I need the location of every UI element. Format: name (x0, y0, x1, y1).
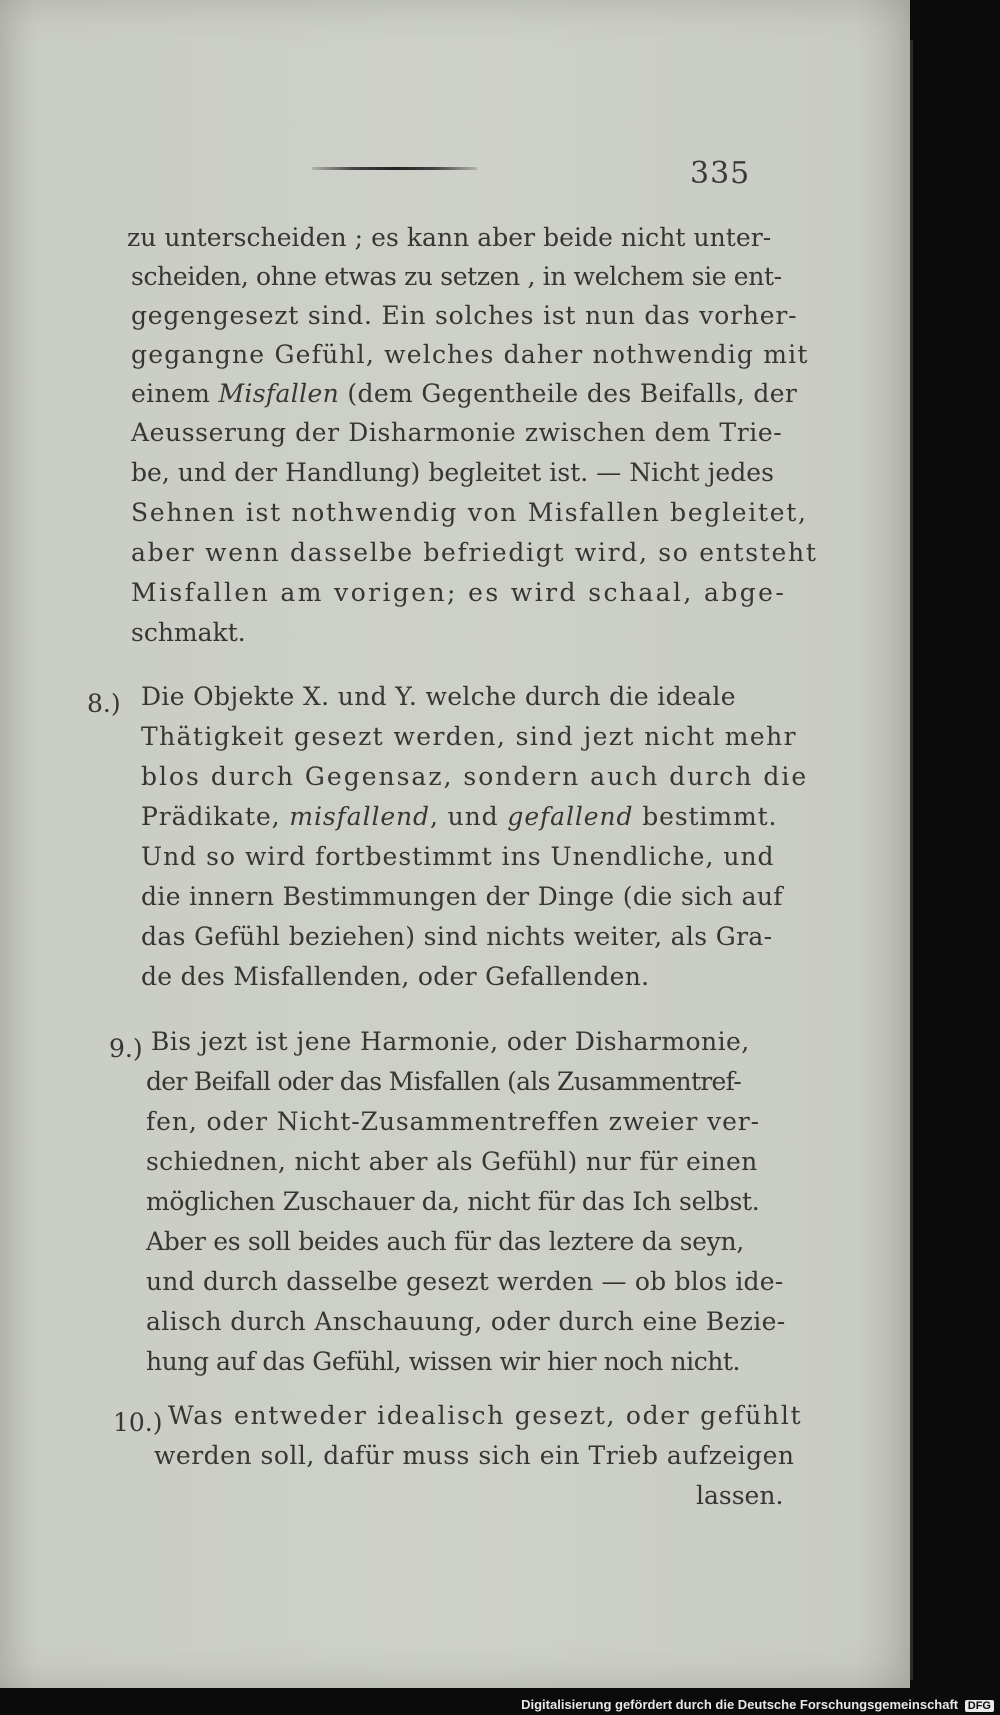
text-line: der Beifall oder das Misfallen (als Zusammentref- (146, 1067, 742, 1096)
text-line: blos durch Gegensaz, sondern auch durch die (141, 762, 809, 791)
dfg-logo-icon: DFG (965, 1700, 994, 1712)
text-line: fen, oder Nicht-Zusammentreffen zweier ver- (146, 1107, 760, 1136)
text-line: gegengesezt sind. Ein solches ist nun das vorher- (131, 301, 798, 330)
text-line: und durch dasselbe gesezt werden — ob blos ide- (146, 1267, 784, 1296)
text-run: , und (429, 802, 508, 831)
text-line: das Gefühl beziehen) sind nichts weiter, als Gra- (141, 922, 773, 951)
emphasis-text: gefallend (507, 802, 634, 831)
text-line: möglichen Zuschauer da, nicht für das Ich selbst. (146, 1187, 760, 1216)
page-edge (910, 40, 913, 1680)
paragraph-number: 8.) (87, 689, 121, 718)
text-line: Misfallen am vorigen; es wird schaal, abge- (131, 578, 787, 607)
text-line: de des Misfallenden, oder Gefallenden. (141, 962, 650, 991)
text-run: (dem Gegentheile des Beifalls, der (339, 379, 798, 408)
text-line: Sehnen ist nothwendig von Misfallen begleitet, (131, 498, 808, 527)
footer-credit (521, 1697, 994, 1712)
text-line: Bis jezt ist jene Harmonie, oder Disharmonie, (151, 1027, 750, 1056)
page-number: 335 (690, 156, 751, 191)
footer-credit-text: Digitalisierung gefördert durch die Deutsche Forschungsgemeinschaft (521, 1697, 959, 1712)
text-line: werden soll, dafür muss sich ein Trieb aufzeigen (154, 1441, 795, 1470)
text-line (131, 381, 797, 406)
text-line (141, 804, 777, 829)
text-line: zu unterscheiden ; es kann aber beide nicht unter- (127, 223, 772, 252)
text-run: einem (131, 379, 219, 408)
text-run: bestimmt. (633, 802, 778, 831)
emphasis-text: Misfallen (218, 379, 340, 408)
paragraph-number: 10.) (113, 1408, 163, 1437)
text-line: gegangne Gefühl, welches daher nothwendig mit (131, 340, 809, 369)
emphasis-text: misfallend (289, 802, 430, 831)
header-rule (312, 167, 477, 170)
text-line: scheiden, ohne etwas zu setzen , in welchem sie ent- (131, 262, 782, 291)
text-line: Die Objekte X. und Y. welche durch die ideale (141, 682, 736, 711)
text-line: Aeusserung der Disharmonie zwischen dem Trie- (131, 418, 783, 447)
text-line: lassen. (696, 1481, 784, 1510)
text-line: Was entweder idealisch gesezt, oder gefühlt (168, 1401, 803, 1430)
text-line: Aber es soll beides auch für das leztere da seyn, (146, 1227, 744, 1256)
text-line: schiednen, nicht aber als Gefühl) nur für einen (146, 1147, 758, 1176)
text-run: Prädikate, (141, 802, 290, 831)
text-line: schmakt. (131, 618, 246, 647)
text-line: Und so wird fortbestimmt ins Unendliche, und (141, 842, 775, 871)
text-line: Thätigkeit gesezt werden, sind jezt nicht mehr (141, 722, 797, 751)
paragraph-number: 9.) (109, 1034, 143, 1063)
text-line: be, und der Handlung) begleitet ist. — Nicht jedes (131, 458, 775, 487)
text-line: aber wenn dasselbe befriedigt wird, so entsteht (131, 538, 818, 567)
text-line: alisch durch Anschauung, oder durch eine Bezie- (146, 1307, 786, 1336)
text-line: die innern Bestimmungen der Dinge (die sich auf (141, 882, 783, 911)
text-line: hung auf das Gefühl, wissen wir hier noch nicht. (146, 1347, 741, 1376)
